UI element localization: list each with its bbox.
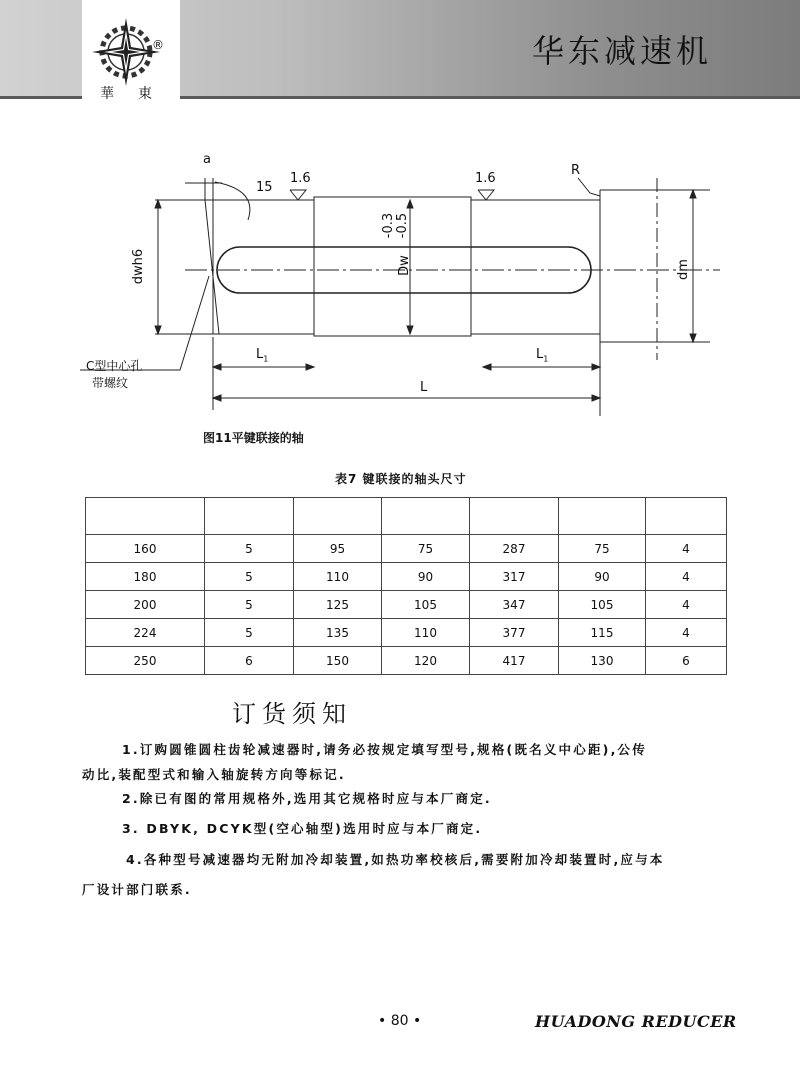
table-cell: 4 (646, 535, 727, 563)
table-cell: 160 (86, 535, 205, 563)
table-cell: 5 (205, 591, 294, 619)
table-cell: 377 (470, 619, 559, 647)
table-cell: 287 (470, 535, 559, 563)
table-cell: 130 (559, 647, 646, 675)
table-cell: 5 (205, 619, 294, 647)
table-cell: 317 (470, 563, 559, 591)
table-cell: 120 (382, 647, 470, 675)
header-cell (559, 498, 646, 535)
registered-mark: ® (152, 38, 164, 52)
table-cell: 6 (646, 647, 727, 675)
shaft-dimension-table (85, 497, 727, 675)
radius-R-label: R (571, 163, 581, 178)
page-number: • 80 • (378, 1013, 422, 1029)
table-cell: 105 (382, 591, 470, 619)
table-cell: 4 (646, 619, 727, 647)
figure-caption: 图11平键联接的轴 (203, 431, 304, 445)
notice-item-3: 3. DBYK, DCYK型(空心轴型)选用时应与本厂商定. (122, 821, 483, 836)
table-cell: 224 (86, 619, 205, 647)
table-cell: 6 (205, 647, 294, 675)
header-cell (294, 498, 382, 535)
header-cell (205, 498, 294, 535)
notice-title: 订货须知 (232, 700, 352, 728)
table-cell: 105 (559, 591, 646, 619)
Dw-label: Dw (396, 255, 412, 276)
table-cell: 5 (205, 563, 294, 591)
table-header-row (86, 498, 727, 535)
header-cell (86, 498, 205, 535)
table-cell: 200 (86, 591, 205, 619)
table-cell: 4 (646, 563, 727, 591)
table-cell: 95 (294, 535, 382, 563)
header-cell (470, 498, 559, 535)
roughness-left-label: 1.6 (290, 171, 311, 186)
table-row (86, 619, 727, 647)
tolerance-top-label: -0.3 (381, 212, 397, 239)
table-cell: 5 (205, 535, 294, 563)
table-cell: 110 (294, 563, 382, 591)
table-row (86, 647, 727, 675)
tolerance-bottom-label: -0.5 (395, 212, 411, 239)
thread-label: 带螺纹 (92, 376, 129, 390)
table-cell: 4 (646, 591, 727, 619)
table-cell: 135 (294, 619, 382, 647)
logo-char-hua: 華 (100, 86, 114, 102)
table-row (86, 591, 727, 619)
table-cell: 110 (382, 619, 470, 647)
dwh6-label: dwh6 (131, 248, 147, 285)
table-cell: 115 (559, 619, 646, 647)
center-hole-label: C型中心孔 (86, 359, 143, 373)
dm-label: dm (675, 259, 691, 280)
table-cell: 150 (294, 647, 382, 675)
angle-15-label: 15 (256, 180, 273, 195)
table-row (86, 563, 727, 591)
header-cell (382, 498, 470, 535)
table-row (86, 535, 727, 563)
notice-item-2: 2.除已有图的常用规格外,选用其它规格时应与本厂商定. (122, 791, 492, 806)
roughness-right-label: 1.6 (475, 171, 496, 186)
L1-left-label: $L_1$ (256, 347, 269, 364)
logo-char-dong: 東 (138, 86, 152, 102)
table-cell: 75 (382, 535, 470, 563)
notice-item-4-line-1: 4.各种型号减速器均无附加冷却装置,如热功率校核后,需要附加冷却装置时,应与本 (126, 852, 665, 867)
table-cell: 417 (470, 647, 559, 675)
notice-item-1-line-2: 动比,装配型式和输入轴旋转方向等标记. (82, 767, 346, 782)
L1-right-label: $L_1$ (536, 347, 549, 364)
table-cell: 125 (294, 591, 382, 619)
table-title: 表7 键联接的轴头尺寸 (335, 472, 467, 486)
L-label: L (420, 380, 428, 395)
brand-title: 华东减速机 (531, 32, 712, 70)
notice-item-1-line-1: 1.订购圆锥圆柱齿轮减速器时,请务必按规定填写型号,规格(既名义中心距),公传 (122, 742, 647, 757)
header-cell (646, 498, 727, 535)
table-cell: 347 (470, 591, 559, 619)
table-cell: 250 (86, 647, 205, 675)
table-cell: 180 (86, 563, 205, 591)
footer-brand: HUADONG REDUCER (535, 1012, 737, 1031)
table-cell: 75 (559, 535, 646, 563)
table-cell: 90 (382, 563, 470, 591)
notice-item-4-line-2: 厂设计部门联系. (82, 882, 192, 897)
table-cell: 90 (559, 563, 646, 591)
dim-a-label: a (203, 152, 211, 167)
